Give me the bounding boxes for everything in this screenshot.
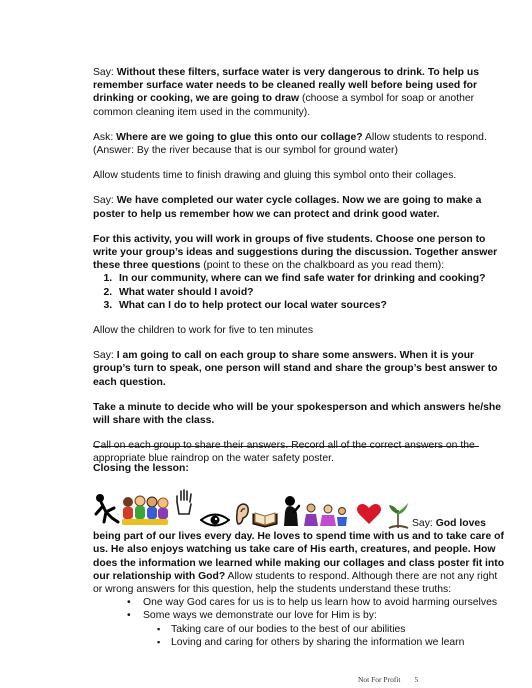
question-item: 1. In our community, where can we find safe water for drinking and cooking? <box>115 272 503 285</box>
paragraph-group-activity: For this activity, you will work in groups of five students. Choose one person to write your group’s ideas and suggestions during the discussion. Together answer these three questions (point to these on the chalkboard as you read them): <box>93 233 498 272</box>
paragraph-spokesperson: Take a minute to decide who will be your spokesperson and which answers he/she will share with the class. <box>93 401 502 427</box>
truth-subitem: ▪ Loving and caring for others by sharing the information we learn <box>171 636 505 649</box>
closing-paragraph: Say: God loves being part of our lives every day. He loves to spend time with us and to take care of us. He also enjoys watching us take care of His earth, creatures, and people. How does the information we learned while making our collages and class poster fit into our relationship with God? Allow students to respond. Although there are not any right or wrong answers for this question, help the students understand these truths: • One way God cares for us is to help us learn how to avoid harming ourselves • Some ways we demonstrate our love for Him is by: ▪ Taking care of our bodies to the best of our abilities ▪ Loving and caring for others by sharing the information we learn <box>93 517 505 649</box>
truths-list <box>93 596 505 649</box>
truth-item: • Some ways we demonstrate our love for Him is by: ▪ Taking care of our bodies to the best of our abilities ▪ Loving and caring for others by sharing the information we learn <box>143 609 505 649</box>
page-number: 5 <box>414 675 419 684</box>
section-divider <box>93 446 479 447</box>
paragraph-ask-glue: Ask: Where are we going to glue this onto our collage? Allow students to respond. (Answer: By the river because that is our symbol for ground water) <box>93 131 487 157</box>
paragraph-finish-drawing: Allow students time to finish drawing and gluing this symbol onto their collages. <box>93 170 457 182</box>
paragraph-work-time: Allow the children to work for five to ten minutes <box>93 325 314 337</box>
paragraph-filters: Say: Without these filters, surface water is very dangerous to drink. To help us remember surface water needs to be cleaned really well before being used for drinking or cooking, we are going to draw (choose a symbol for soap or another common cleaning item used in the community). <box>93 67 479 118</box>
paragraph-record-answers: Call on each group to share their answers. Record all of the correct answers on the appropriate blue raindrop on the water safety poster. <box>93 440 475 465</box>
truth-item: • One way God cares for us is to help us learn how to avoid harming ourselves <box>143 596 505 609</box>
questions-list <box>93 272 503 312</box>
question-item: 3. What can I do to help protect our local water sources? <box>115 299 503 312</box>
closing-heading: Closing the lesson: <box>93 463 189 474</box>
paragraph-collages-done: Say: We have completed our water cycle collages. Now we are going to make a poster to help us remember how we can protect and drink good water. <box>93 195 482 220</box>
paragraph-share-answers: Say: I am going to call on each group to share some answers. When it is your group’s turn to speak, one person will stand and share the group’s best answer to each question. <box>93 350 498 388</box>
page-footer: Not For Profit 5 <box>358 675 419 684</box>
hand-icon <box>174 488 194 516</box>
lesson-body <box>93 66 503 478</box>
truth-subitem: ▪ Taking care of our bodies to the best of our abilities <box>171 623 505 636</box>
question-item: 2. What water should I avoid? <box>115 286 503 299</box>
truths-sublist <box>143 623 505 649</box>
